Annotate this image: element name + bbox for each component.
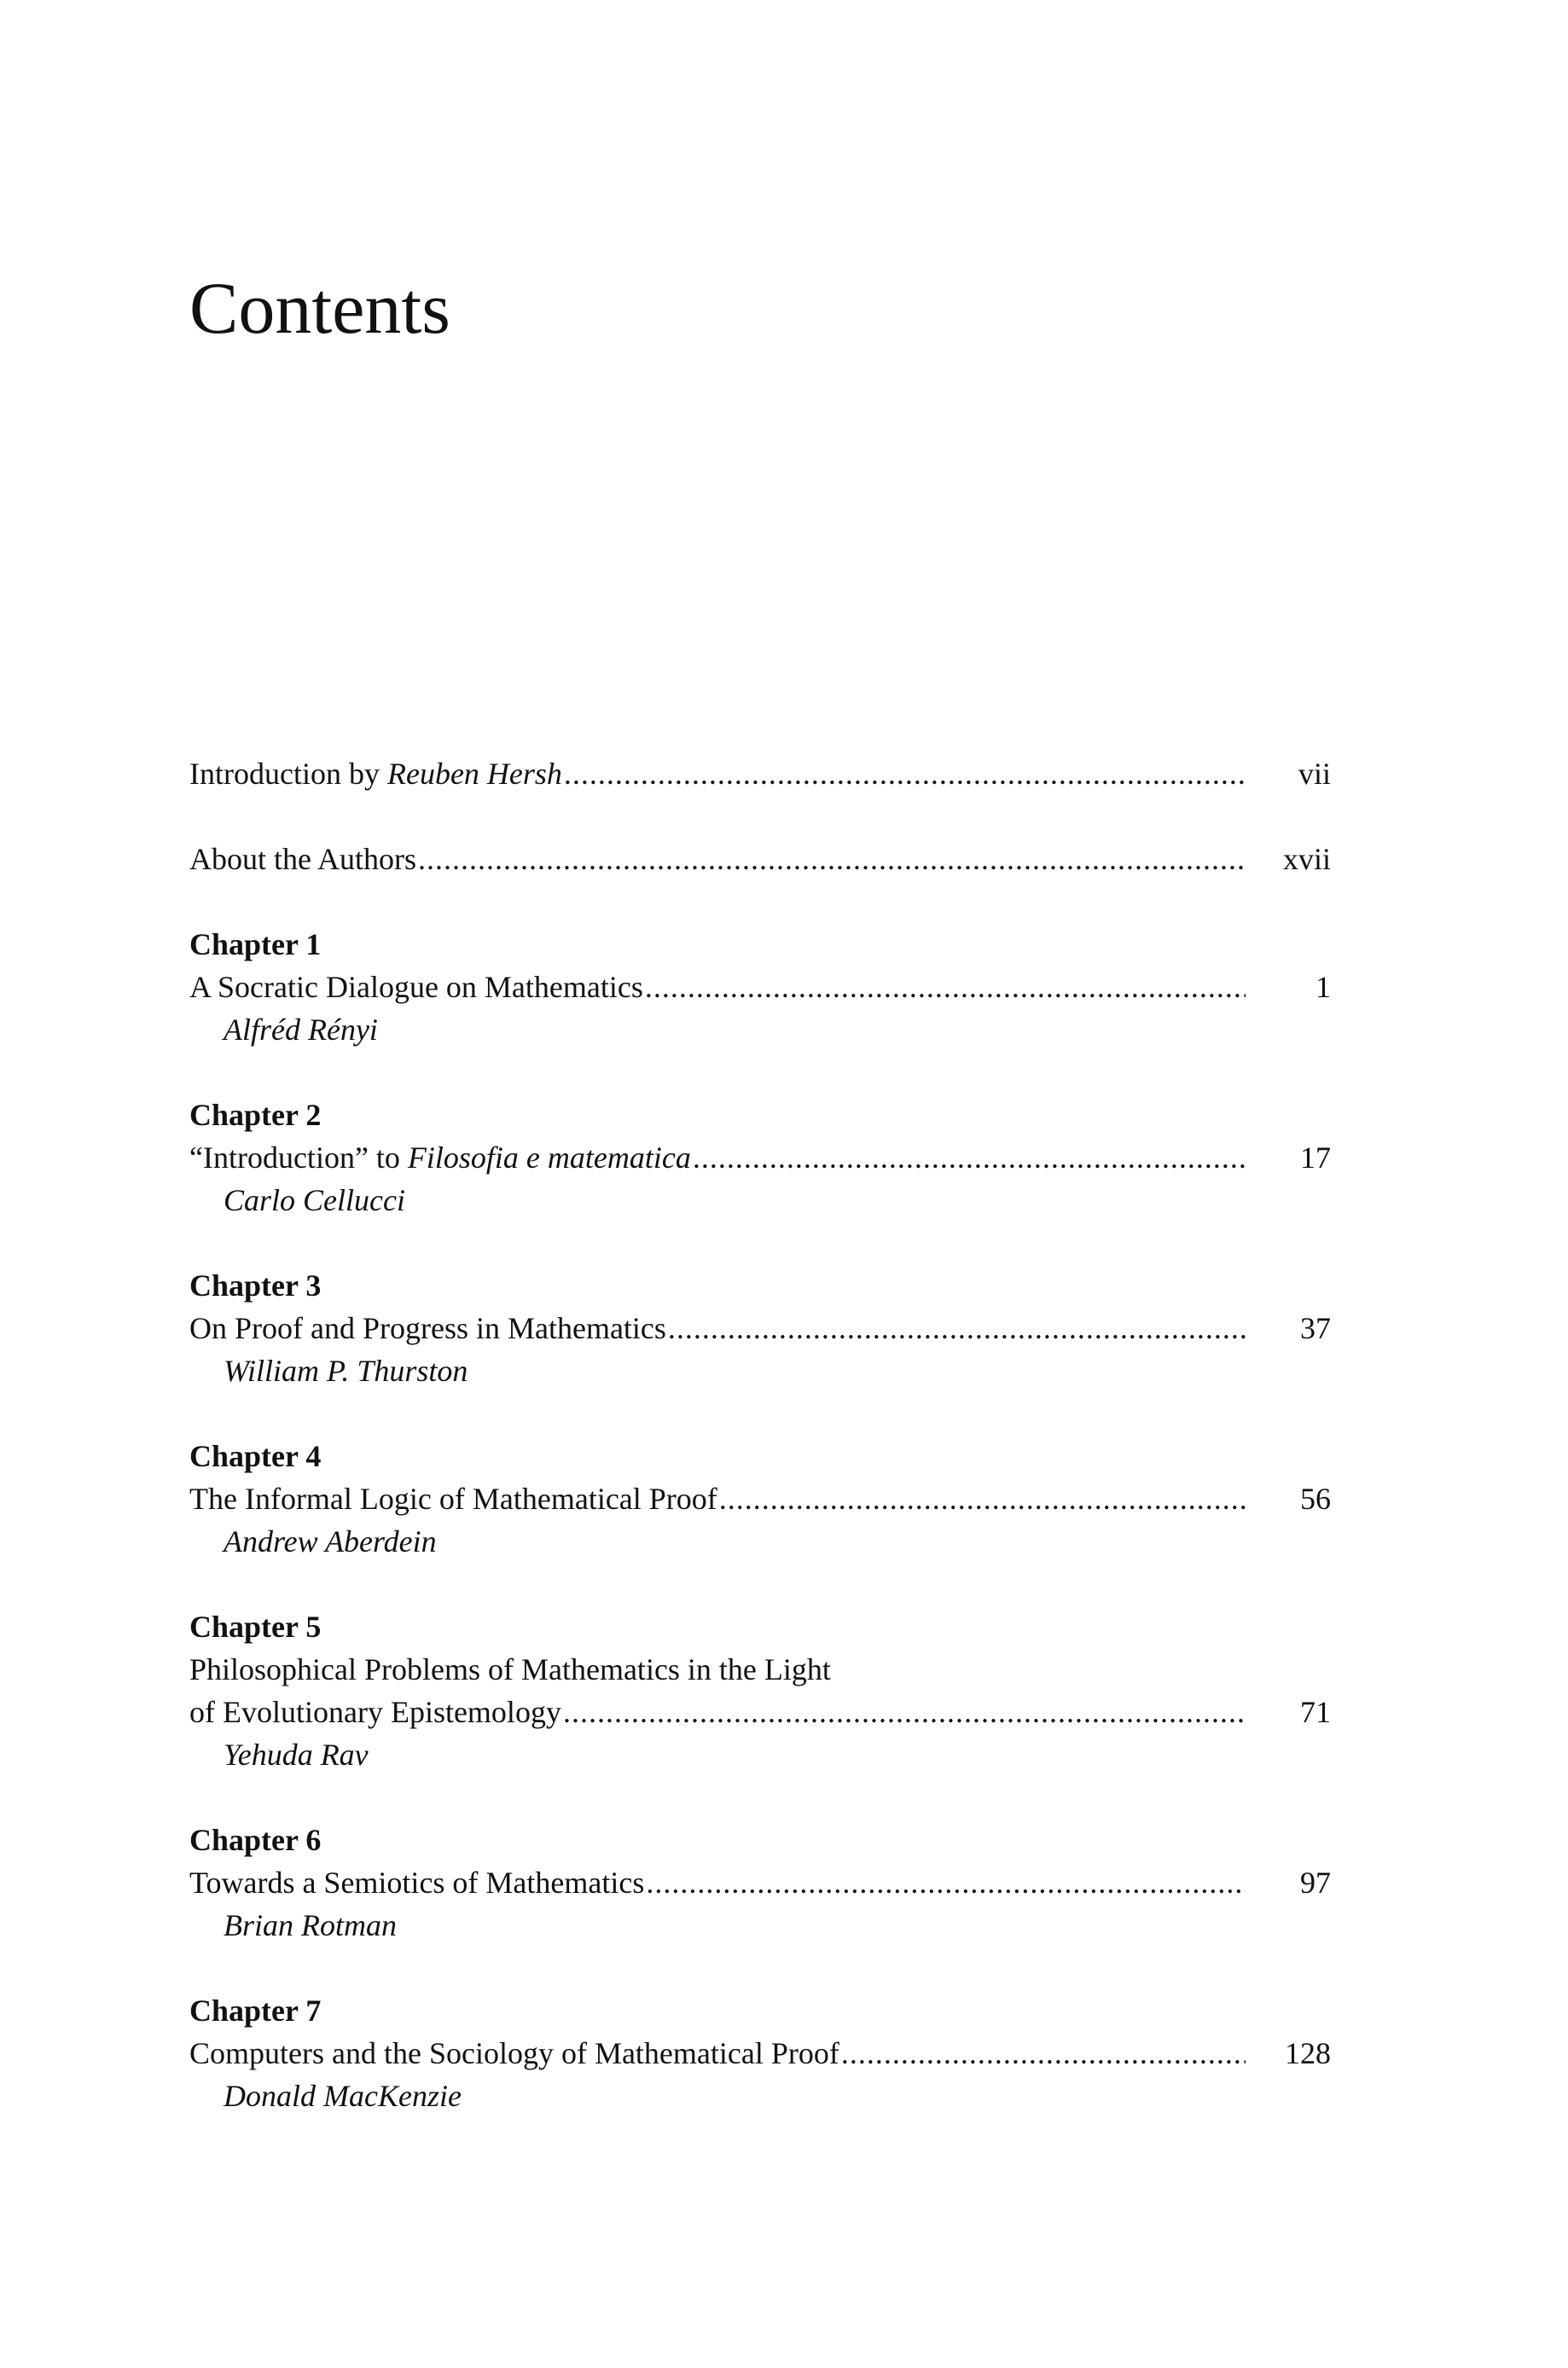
toc-entry-chapter-3[interactable] xyxy=(189,1264,1331,1392)
dot-leader xyxy=(644,1861,1246,1904)
dot-leader xyxy=(666,1307,1246,1349)
chapter-title: On Proof and Progress in Mathematics xyxy=(189,1311,666,1345)
page-number: 1 xyxy=(1315,970,1331,1004)
chapter-author: Yehuda Rav xyxy=(224,1738,369,1772)
chapter-label: Chapter 7 xyxy=(189,1994,322,2028)
chapter-author: Brian Rotman xyxy=(224,1908,397,1942)
chapter-title: A Socratic Dialogue on Mathematics xyxy=(189,970,643,1004)
chapter-author: Donald MacKenzie xyxy=(224,2079,462,2113)
chapter-title: Computers and the Sociology of Mathematical Proof xyxy=(189,2036,839,2070)
dot-leader xyxy=(691,1136,1246,1179)
toc-entry-chapter-6[interactable] xyxy=(189,1819,1331,1947)
page-number: 56 xyxy=(1300,1482,1331,1516)
chapter-author: Alfréd Rényi xyxy=(224,1013,378,1047)
page-number: xvii xyxy=(1282,842,1331,876)
toc-entry-chapter-5[interactable] xyxy=(189,1605,1331,1776)
toc-entry-introduction[interactable] xyxy=(189,752,1331,795)
page-number: 17 xyxy=(1300,1140,1331,1175)
dot-leader xyxy=(561,1691,1246,1733)
page-number: 128 xyxy=(1285,2036,1331,2070)
chapter-label: Chapter 2 xyxy=(189,1098,322,1132)
dot-leader xyxy=(643,966,1246,1008)
toc-entry-chapter-2[interactable] xyxy=(189,1094,1331,1222)
toc-entry-chapter-7[interactable] xyxy=(189,1989,1331,2117)
chapter-label: Chapter 4 xyxy=(189,1439,322,1473)
dot-leader xyxy=(416,838,1246,880)
table-of-contents xyxy=(189,752,1331,2117)
entry-title: About the Authors xyxy=(189,842,416,876)
chapter-author: Andrew Aberdein xyxy=(224,1524,437,1558)
entry-title: Introduction by Reuben Hersh xyxy=(189,757,562,791)
chapter-title: Towards a Semiotics of Mathematics xyxy=(189,1866,645,1900)
page-number: vii xyxy=(1298,757,1331,791)
toc-entry-about-authors[interactable] xyxy=(189,838,1331,880)
toc-entry-chapter-4[interactable] xyxy=(189,1435,1331,1563)
chapter-label: Chapter 1 xyxy=(189,927,322,961)
dot-leader xyxy=(717,1477,1246,1520)
chapter-title: The Informal Logic of Mathematical Proof xyxy=(189,1482,717,1516)
chapter-title-line-1: Philosophical Problems of Mathematics in the Light xyxy=(189,1652,831,1686)
dot-leader xyxy=(839,2032,1246,2075)
toc-entry-chapter-1[interactable] xyxy=(189,923,1331,1051)
page-number: 37 xyxy=(1300,1311,1331,1345)
chapter-label: Chapter 6 xyxy=(189,1823,322,1857)
chapter-author: William P. Thurston xyxy=(224,1354,468,1388)
chapter-label: Chapter 5 xyxy=(189,1610,322,1644)
chapter-label: Chapter 3 xyxy=(189,1268,322,1303)
chapter-title: of Evolutionary Epistemology xyxy=(189,1695,561,1729)
page-title: Contents xyxy=(189,267,450,349)
page-number: 97 xyxy=(1300,1866,1331,1900)
chapter-title: “Introduction” to Filosofia e matematica xyxy=(189,1140,691,1175)
page-number: 71 xyxy=(1300,1695,1331,1729)
dot-leader xyxy=(562,752,1246,795)
chapter-author: Carlo Cellucci xyxy=(224,1183,405,1217)
